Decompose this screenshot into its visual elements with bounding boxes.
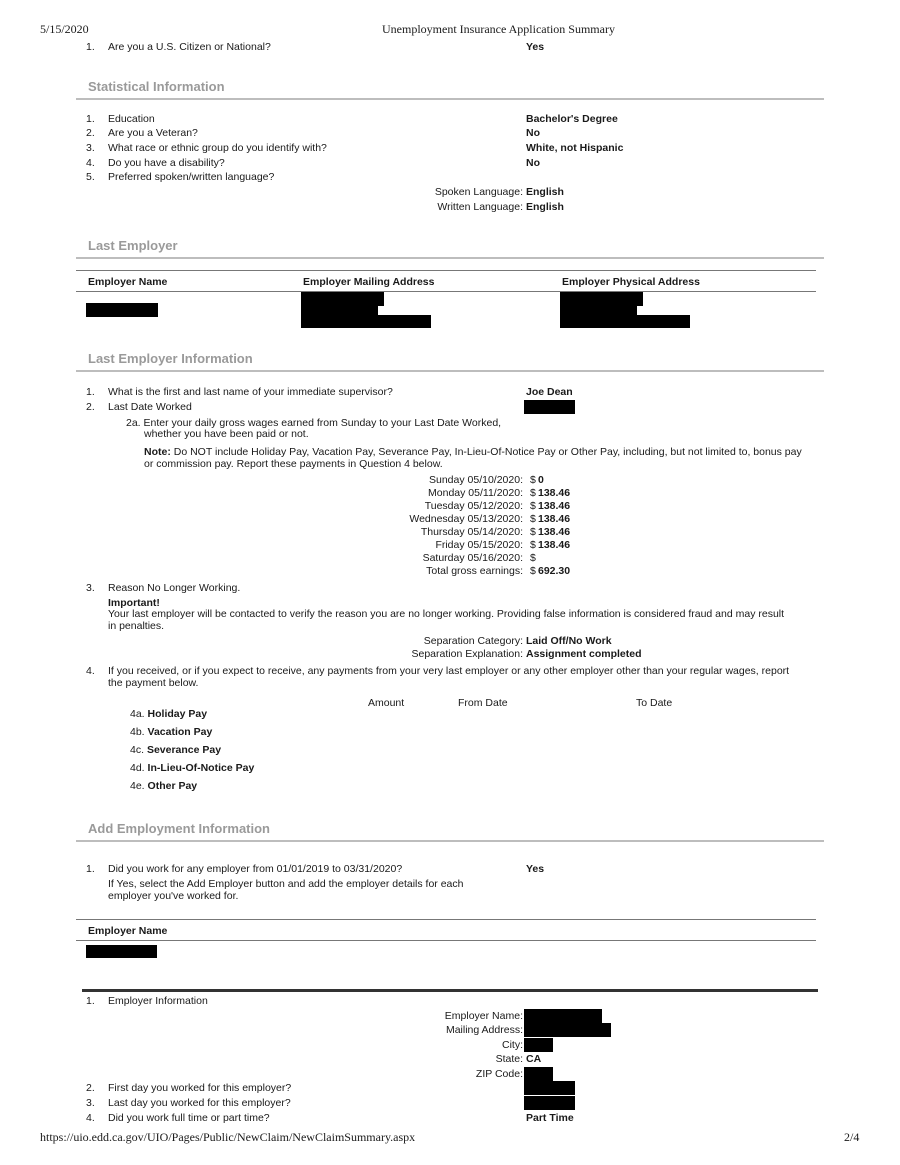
wage-day-value: 692.30 [538,565,571,577]
section-divider-thick [82,989,818,992]
wage-day-value: 138.46 [538,513,571,525]
currency-symbol: $ [530,539,536,551]
other-pay-item [130,744,221,757]
supervisor-question: What is the first and last name of your immediate supervisor? [108,386,393,398]
question-number: 1. [86,41,95,53]
wage-day-value: 138.46 [538,500,571,512]
currency-symbol: $ [530,513,536,525]
disability-answer: No [526,157,540,169]
table-header-border [76,940,816,941]
question-number: 3. [86,582,95,594]
wage-day-value: 138.46 [538,487,571,499]
education-answer: Bachelor's Degree [526,113,618,125]
disability-question: Do you have a disability? [108,157,225,169]
wages-note [144,446,804,470]
veteran-question: Are you a Veteran? [108,127,198,139]
other-pay-label: In-Lieu-Of-Notice Pay [147,762,255,774]
other-pay-item [130,708,207,721]
first-day-question: First day you worked for this employer? [108,1082,292,1094]
wage-day-value: 138.46 [538,526,571,538]
redacted-employer-name [86,303,158,317]
separation-category-value: Laid Off/No Work [526,635,612,647]
work-type-answer: Part Time [526,1112,574,1124]
important-text: Your last employer will be contacted to verify the reason you are no longer working. Providing false information is considered fraud and may result in penalties. [108,608,785,632]
question-number: 2. [86,1082,95,1094]
question-number: 5. [86,171,95,183]
employer-information-question: Employer Information [108,995,208,1007]
redacted-zip-code [524,1067,553,1081]
print-date: 5/15/2020 [40,22,89,36]
col-physical-address: Employer Physical Address [562,276,700,288]
table-top-border [76,919,816,920]
other-pay-prefix: 4c. [130,744,145,756]
col-employer-name: Employer Name [88,925,168,937]
col-from-date: From Date [458,697,508,709]
redacted-physical-address [560,315,690,328]
currency-symbol: $ [530,552,536,564]
question-number: 1. [86,113,95,125]
table-top-border [76,270,816,271]
question-number: 3. [86,1097,95,1109]
citizen-question: Are you a U.S. Citizen or National? [108,41,271,53]
redacted-mailing-address [301,315,431,328]
section-divider [76,98,824,100]
page-title: Unemployment Insurance Application Summary [382,22,615,36]
redacted-last-day [524,1096,575,1110]
other-pay-item [130,726,212,739]
redacted-last-date-worked [524,400,575,414]
col-to-date: To Date [636,697,673,709]
redacted-mailing-address [301,292,384,306]
work-type-question: Did you work full time or part time? [108,1112,270,1124]
note-label: Note: [144,446,171,458]
question-number: 1. [86,863,95,875]
last-date-worked-question: Last Date Worked [108,401,192,413]
redacted-employer-name [524,1009,602,1023]
citizen-answer: Yes [526,41,545,53]
wage-day-value: 138.46 [538,539,571,551]
other-pay-item [130,780,197,793]
question-number: 1. [86,386,95,398]
redacted-employer-name [86,945,157,958]
reason-question: Reason No Longer Working. [108,582,241,594]
education-question: Education [108,113,155,125]
col-mailing-address: Employer Mailing Address [303,276,435,288]
currency-symbol: $ [530,526,536,538]
section-divider [76,840,824,842]
add-employment-section-title: Add Employment Information [88,821,270,836]
supervisor-answer: Joe Dean [526,386,573,398]
currency-symbol: $ [530,500,536,512]
currency-symbol: $ [530,474,536,486]
other-pay-label: Holiday Pay [147,708,208,720]
written-language-value: English [526,201,564,213]
redacted-city [524,1038,553,1052]
table-header-border [76,291,816,292]
section-divider [76,370,824,372]
other-pay-prefix: 4d. [130,762,145,774]
redacted-first-day [524,1081,575,1095]
statistical-section-title: Statistical Information [88,79,225,94]
other-payments-question: If you received, or if you expect to receive, any payments from your very last employer or any other employer other than your regular wages, report the payment below. [108,665,790,689]
last-day-question: Last day you worked for this employer? [108,1097,291,1109]
question-number: 2. [86,401,95,413]
other-pay-item [130,762,254,775]
other-pay-prefix: 4a. [130,708,145,720]
other-pay-prefix: 4b. [130,726,145,738]
question-number: 4. [86,665,95,677]
redacted-physical-address [560,292,643,306]
question-number: 3. [86,142,95,154]
race-question: What race or ethnic group do you identify with? [108,142,327,154]
question-number: 4. [86,1112,95,1124]
separation-explanation-value: Assignment completed [526,648,642,660]
add-employer-note: If Yes, select the Add Employer button and add the employer details for each employer you've worked for. [108,878,464,902]
note-text: Do NOT include Holiday Pay, Vacation Pay, Severance Pay, In-Lieu-Of-Notice Pay or Other Pay, including, but not limited to, bonus pay or commission pay. Report these payments in Question 4 below. [144,446,802,470]
last-employer-section-title: Last Employer [88,238,178,253]
question-number: 1. [86,995,95,1007]
other-pay-label: Vacation Pay [147,726,213,738]
important-label: Important! [108,597,160,609]
col-amount: Amount [368,697,405,709]
question-number: 2. [86,127,95,139]
other-pay-prefix: 4e. [130,780,145,792]
currency-symbol: $ [530,565,536,577]
currency-symbol: $ [530,487,536,499]
col-employer-name: Employer Name [88,276,168,288]
other-pay-label: Other Pay [147,780,198,792]
last-employer-info-section-title: Last Employer Information [88,351,253,366]
redacted-mailing-address [524,1023,611,1037]
language-question: Preferred spoken/written language? [108,171,275,183]
wages-question: 2a. Enter your daily gross wages earned from Sunday to your Last Date Worked, [126,417,502,429]
state-value: CA [526,1053,542,1065]
page-url: https://uio.edd.ca.gov/UIO/Pages/Public/NewClaim/NewClaimSummary.aspx [40,1130,416,1144]
race-answer: White, not Hispanic [526,142,624,154]
employment-period-question: Did you work for any employer from 01/01/2019 to 03/31/2020? [108,863,403,875]
question-number: 4. [86,157,95,169]
page-number: 2/4 [844,1130,860,1144]
employment-period-answer: Yes [526,863,545,875]
section-divider [76,257,824,259]
veteran-answer: No [526,127,540,139]
spoken-language-value: English [526,186,564,198]
wages-question-continued: whether you have been paid or not. [144,428,309,440]
other-pay-label: Severance Pay [146,744,222,756]
wage-day-value: 0 [538,474,544,486]
